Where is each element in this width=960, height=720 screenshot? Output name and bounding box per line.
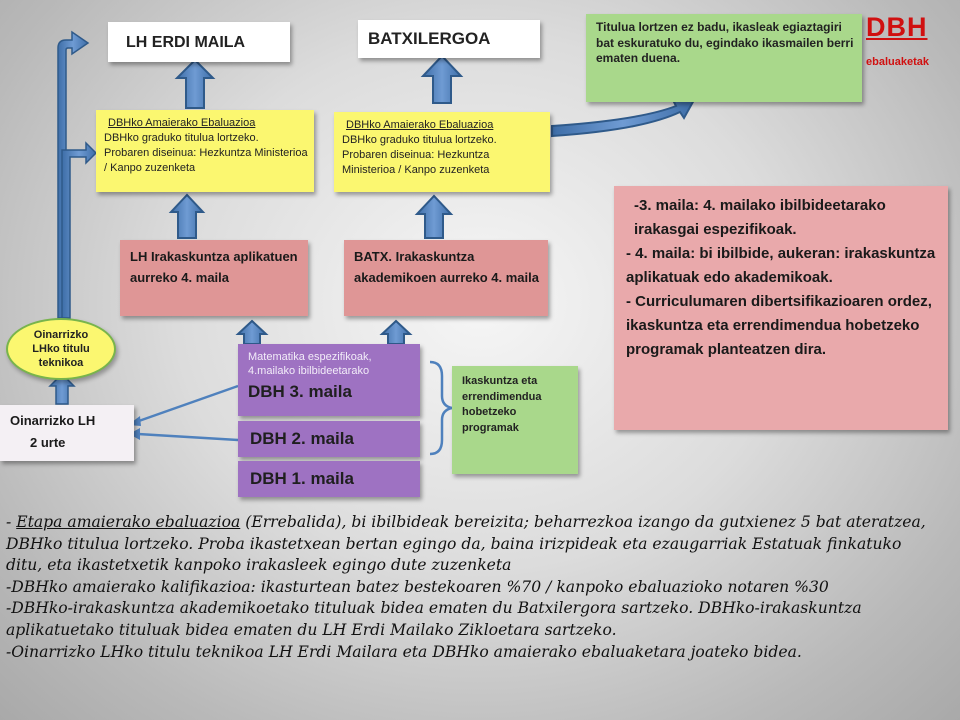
batx-irakaskuntza-box (344, 240, 548, 316)
arrow-oinarrizko-to-eval-left (62, 143, 96, 318)
ikaskuntza-label: Ikaskuntza eta errendimendua hobetzeko programak (462, 375, 542, 434)
lh-irakaskuntza-box (120, 240, 308, 316)
lh-erdi-maila-label: LH ERDI MAILA (126, 34, 246, 51)
dbh1-box (238, 461, 420, 497)
maila-info-line-3: - Curriculumaren dibertsifikazioaren ordez, ikaskuntza eta errendimendua hobetzeko programak planteatzen dira. (626, 293, 932, 358)
dbh2-box (238, 421, 420, 457)
eval-right-box (334, 112, 550, 192)
dbh3-box (238, 344, 420, 416)
note-1-underlined: Etapa amaierako ebaluazioa (16, 513, 241, 531)
titulua-note-box (586, 14, 862, 102)
eval-right-line2: Probaren diseinua: Hezkuntza Ministerioa / Kanpo zuzenketa (342, 149, 490, 176)
oinarrizko-lh-line2: 2 urte (30, 435, 66, 450)
arrow-up-to-eval-right (417, 196, 451, 238)
oinarrizko-titulu-ellipse (6, 318, 116, 380)
arrow-up-to-lh-irakaskuntza (238, 321, 266, 344)
batxilergoa-box (358, 20, 540, 58)
line-dbh2-to-oinarrizko (138, 434, 238, 440)
eval-right-title: DBHko Amaierako Ebaluazioa (346, 119, 494, 131)
arrow-up-to-eval-left (171, 195, 203, 238)
eval-right-line1: DBHko graduko titulua lortzeko. (342, 134, 497, 146)
note-1 (6, 512, 942, 577)
dbh3-label: DBH 3. maila (248, 382, 352, 401)
note-1-rest: (Errebalida), bi ibilbideak bereizita; beharrezkoa izango da gutxienez 5 bat ateratzea, DBHko titulua lortzeko. Proba ikastetxean bertan egingo da, baina irizpideak eta ezaugarriak Estatuak finkatuko ditu, eta ikastetxetik kanpoko irakasleek egingo dute zuzenketa (6, 513, 926, 575)
maila-info-line-1: -3. maila: 4. mailako ibilbideetarako irakasgai espezifikoak. (634, 197, 886, 238)
note-3: -DBHko-irakaskuntza akademikoetako tituluak bidea ematen du Batxilergora sartzeko. DBHko-irakaskuntza aplikatuetako tituluak bidea ematen du LH Erdi Mailako Zikloetara sartzeko. (6, 599, 862, 639)
eval-left-line1: DBHko graduko titulua lortzeko. (104, 132, 259, 144)
batxilergoa-label: BATXILERGOA (368, 29, 491, 48)
lh-irakaskuntza-label: LH Irakaskuntza aplikatuen aurreko 4. maila (130, 249, 298, 285)
dbh-subtitle: ebaluaketak (866, 56, 929, 68)
dbh-title: DBH (866, 12, 928, 42)
maila-info-box (614, 186, 948, 430)
arrow-eval-to-titulua (552, 98, 694, 136)
line-dbh3-to-oinarrizko (136, 386, 238, 422)
eval-left-line2: Probaren diseinua: Hezkuntza Ministerioa / Kanpo zuzenketa (104, 147, 308, 174)
note-2: -DBHko amaierako kalifikazioa: ikasturtean batez bestekoaren %70 / kanpoko ebaluazioko notaren %30 (6, 577, 829, 596)
ikaskuntza-box (452, 366, 578, 474)
arrow-up-to-batxilergoa (423, 56, 461, 103)
oinarrizko-titulu-label: Oinarrizko LHko titulu teknikoa (32, 329, 90, 369)
batx-irakaskuntza-label: BATX. Irakaskuntza akademikoen aurreko 4. maila (354, 249, 539, 285)
dbh3-sub: Matematika espezifikoak, 4.mailako ibilbideetarako (248, 351, 372, 377)
titulua-note-text: Titulua lortzen ez badu, ikasleak egiaztagiri bat eskuratuko du, egindako ikasmailen berri ematen duena. (596, 20, 854, 65)
notes-section (6, 512, 942, 663)
dbh1-label: DBH 1. maila (250, 469, 354, 488)
arrow-up-to-lh-erdi (177, 60, 213, 108)
oinarrizko-lh-box (0, 405, 134, 461)
lh-erdi-maila-box (108, 22, 290, 62)
eval-left-box (96, 110, 314, 192)
note-4: -Oinarrizko LHko titulu teknikoa LH Erdi Mailara eta DBHko amaierako ebaluaketara joateko bidea. (6, 642, 802, 661)
arrow-up-to-batx-irakaskuntza (382, 321, 410, 344)
brace-dbh2-dbh3 (430, 362, 452, 454)
dbh2-label: DBH 2. maila (250, 429, 354, 448)
maila-info-line-2: - 4. maila: bi ibilbide, aukeran: irakaskuntza aplikatuak edo akademikoak. (626, 245, 936, 286)
eval-left-title: DBHko Amaierako Ebaluazioa (108, 117, 256, 129)
note-1-prefix: - (6, 513, 17, 531)
oinarrizko-lh-line1: Oinarrizko LH (10, 413, 96, 428)
